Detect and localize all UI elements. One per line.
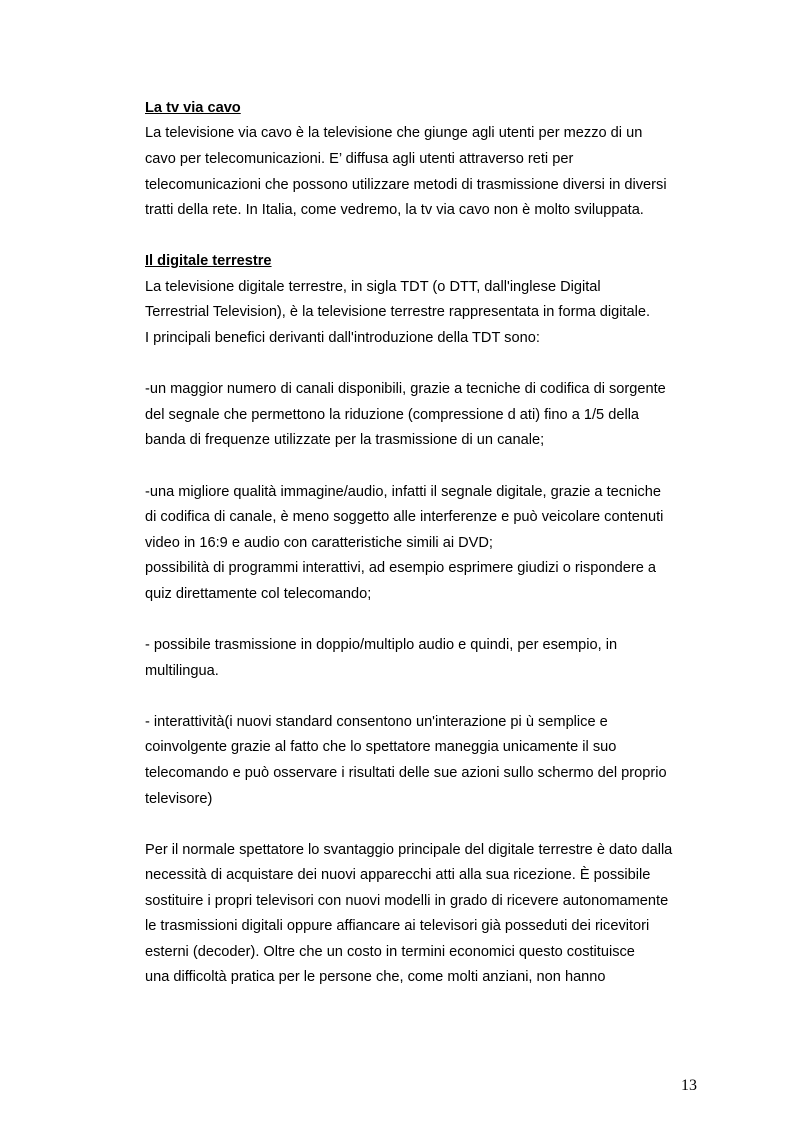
section-heading-tv-via-cavo: La tv via cavo <box>145 100 241 116</box>
paragraph-line: di codifica di canale, è meno soggetto alle interferenze e può veicolare contenuti <box>145 509 664 525</box>
paragraph-line: Per il normale spettatore lo svantaggio principale del digitale terrestre è dato dalla <box>145 842 673 858</box>
paragraph-line: banda di frequenze utilizzate per la trasmissione di un canale; <box>145 432 545 448</box>
paragraph-line: una difficoltà pratica per le persone che, come molti anziani, non hanno <box>145 969 606 985</box>
paragraph-line: I principali benefici derivanti dall'introduzione della TDT sono: <box>145 330 540 346</box>
paragraph-line: tratti della rete. In Italia, come vedremo, la tv via cavo non è molto sviluppata. <box>145 202 644 218</box>
paragraph-line: - interattività(i nuovi standard consentono un'interazione pi ù semplice e <box>145 714 608 730</box>
paragraph-line: video in 16:9 e audio con caratteristiche simili ai DVD; <box>145 535 493 551</box>
section-heading-digitale-terrestre: Il digitale terrestre <box>145 253 272 269</box>
paragraph-line: telecomando e può osservare i risultati delle sue azioni sullo schermo del proprio <box>145 765 667 781</box>
paragraph-line: del segnale che permettono la riduzione (compressione d ati) fino a 1/5 della <box>145 407 640 423</box>
paragraph-line: necessità di acquistare dei nuovi apparecchi atti alla sua ricezione. È possibile <box>145 867 651 883</box>
page-number: 13 <box>681 1077 697 1094</box>
paragraph-line: televisore) <box>145 791 213 807</box>
paragraph-line: La televisione digitale terrestre, in sigla TDT (o DTT, dall'inglese Digital <box>145 279 601 295</box>
paragraph-line: multilingua. <box>145 663 219 679</box>
paragraph-line: quiz direttamente col telecomando; <box>145 586 372 602</box>
paragraph-line: telecomunicazioni che possono utilizzare metodi di trasmissione diversi in diversi <box>145 177 667 193</box>
paragraph-line: cavo per telecomunicazioni. E’ diffusa agli utenti attraverso reti per <box>145 151 574 167</box>
paragraph-line: - possibile trasmissione in doppio/multiplo audio e quindi, per esempio, in <box>145 637 618 653</box>
paragraph-line: Terrestrial Television), è la televisione terrestre rappresentata in forma digitale. <box>145 304 651 320</box>
paragraph-line: possibilità di programmi interattivi, ad esempio esprimere giudizi o rispondere a <box>145 560 657 576</box>
paragraph-line: le trasmissioni digitali oppure affiancare ai televisori già posseduti dei ricevitori <box>145 918 650 934</box>
paragraph-line: coinvolgente grazie al fatto che lo spettatore maneggia unicamente il suo <box>145 739 617 755</box>
paragraph-line: sostituire i propri televisori con nuovi modelli in grado di ricevere autonomamente <box>145 893 669 909</box>
paragraph-line: -un maggior numero di canali disponibili, grazie a tecniche di codifica di sorgente <box>145 381 666 397</box>
paragraph-line: -una migliore qualità immagine/audio, infatti il segnale digitale, grazie a tecniche <box>145 484 661 500</box>
paragraph-line: esterni (decoder). Oltre che un costo in termini economici questo costituisce <box>145 944 635 960</box>
paragraph-line: La televisione via cavo è la televisione che giunge agli utenti per mezzo di un <box>145 125 643 141</box>
